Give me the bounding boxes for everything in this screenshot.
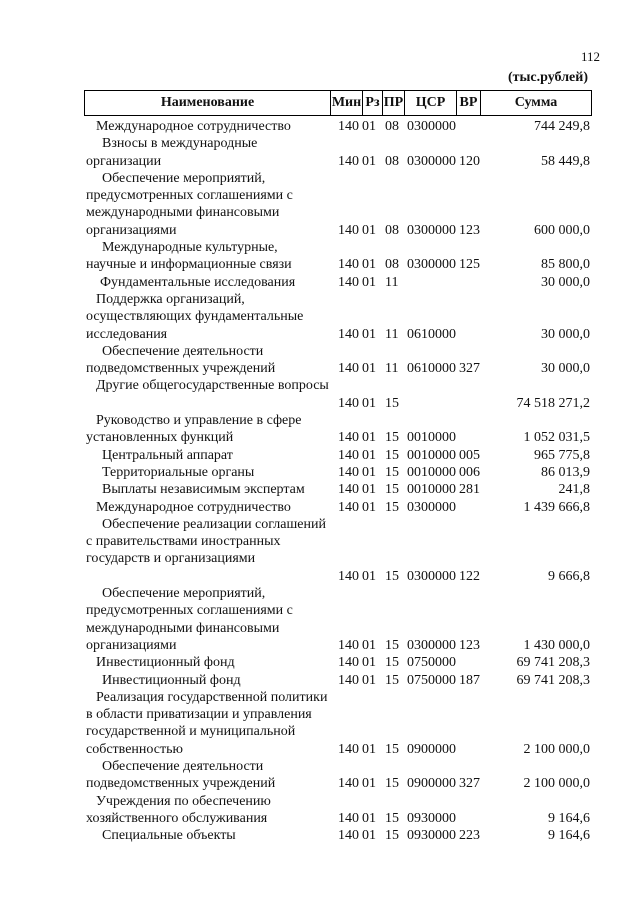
row-vr: 123	[459, 637, 480, 653]
table-row	[0, 447, 640, 464]
row-min: 140	[338, 741, 359, 757]
row-min: 140	[338, 430, 359, 446]
row-min: 140	[338, 361, 359, 377]
row-sum: 1 439 666,8	[523, 499, 590, 515]
row-rz: 01	[362, 361, 376, 377]
row-vr: 005	[459, 447, 480, 463]
row-sum: 744 249,8	[534, 119, 590, 134]
table-row	[0, 118, 640, 135]
table-row	[0, 758, 640, 793]
row-min: 140	[338, 499, 359, 515]
row-sum: 9 164,6	[548, 828, 590, 844]
row-min: 140	[338, 482, 359, 498]
row-rz: 01	[362, 257, 376, 273]
row-pr: 11	[385, 361, 399, 377]
page-number: 112	[580, 49, 600, 64]
column-header-pr: ПР	[383, 91, 405, 115]
row-pr: 15	[385, 447, 399, 463]
row-pr: 15	[385, 655, 399, 671]
table-row	[0, 343, 640, 378]
row-rz: 01	[362, 447, 376, 463]
row-csr: 0300000	[407, 499, 456, 515]
table-row	[0, 239, 640, 274]
row-min: 140	[338, 257, 359, 273]
table-row	[0, 135, 640, 170]
row-sum: 30 000,0	[541, 326, 590, 342]
row-pr: 11	[385, 274, 399, 290]
row-pr: 15	[385, 482, 399, 498]
row-vr: 223	[459, 828, 480, 844]
row-sum: 74 518 271,2	[516, 395, 590, 411]
row-vr: 123	[459, 222, 480, 238]
row-csr: 0930000	[407, 828, 456, 844]
table-row	[0, 689, 640, 758]
row-min: 140	[338, 568, 359, 584]
row-pr: 08	[385, 119, 399, 134]
row-min: 140	[338, 655, 359, 671]
row-sum: 1 430 000,0	[523, 637, 590, 653]
table-row	[0, 672, 640, 689]
row-vr: 327	[459, 361, 480, 377]
row-csr: 0300000	[407, 119, 456, 134]
row-name: Реализация государственной политики в области приватизации и управления государственной и муниципальной собственностью	[86, 689, 328, 757]
table-row	[0, 585, 640, 654]
row-pr: 15	[385, 499, 399, 515]
column-header-sum: Сумма	[514, 95, 558, 110]
row-sum: 30 000,0	[541, 274, 590, 290]
row-rz: 01	[362, 741, 376, 757]
row-pr: 08	[385, 153, 399, 169]
budget-table	[0, 118, 640, 844]
row-csr: 0010000	[407, 430, 456, 446]
table-row	[0, 499, 640, 516]
row-vr: 120	[459, 153, 480, 169]
row-pr: 15	[385, 810, 399, 826]
row-vr: 122	[459, 568, 480, 584]
row-name: Территориальные органы	[102, 464, 255, 480]
row-min: 140	[338, 776, 359, 792]
row-sum: 69 741 208,3	[516, 655, 590, 671]
row-name: Обеспечение деятельности подведомственных учреждений	[86, 343, 276, 377]
row-min: 140	[338, 119, 359, 134]
row-csr: 0610000	[407, 326, 456, 342]
row-sum: 69 741 208,3	[516, 672, 590, 688]
row-rz: 01	[362, 568, 376, 584]
row-sum: 965 775,8	[534, 447, 590, 463]
row-min: 140	[338, 326, 359, 342]
row-min: 140	[338, 274, 359, 290]
row-csr: 0930000	[407, 810, 456, 826]
row-sum: 85 800,0	[541, 257, 590, 273]
row-sum: 241,8	[558, 482, 590, 498]
column-header-csr: ЦСР	[405, 91, 457, 115]
row-rz: 01	[362, 119, 376, 134]
row-sum: 1 052 031,5	[523, 430, 590, 446]
row-csr: 0610000	[407, 361, 456, 377]
row-rz: 01	[362, 222, 376, 238]
table-row	[0, 170, 640, 239]
table-row	[0, 291, 640, 343]
row-csr: 0010000	[407, 482, 456, 498]
column-header-rz: Рз	[363, 91, 383, 115]
row-name: Обеспечение деятельности подведомственных учреждений	[86, 758, 276, 792]
row-name: Обеспечение реализации соглашений с правительствами иностранных государств и организациями	[86, 516, 326, 567]
row-sum: 600 000,0	[534, 222, 590, 238]
row-vr: 187	[459, 672, 480, 688]
table-row	[0, 793, 640, 828]
row-name: Руководство и управление в сфере установленных функций	[86, 413, 302, 446]
row-name: Международные культурные, научные и информационные связи	[86, 240, 292, 273]
row-rz: 01	[362, 274, 376, 290]
row-pr: 08	[385, 257, 399, 273]
table-row	[0, 516, 640, 585]
row-sum: 30 000,0	[541, 361, 590, 377]
table-row	[0, 481, 640, 498]
table-row	[0, 654, 640, 671]
row-csr: 0300000	[407, 257, 456, 273]
row-vr: 281	[459, 482, 480, 498]
row-name: Обеспечение мероприятий, предусмотренных соглашениями с международными финансовыми организациями	[86, 170, 293, 238]
row-rz: 01	[362, 655, 376, 671]
row-rz: 01	[362, 430, 376, 446]
row-csr: 0300000	[407, 568, 456, 584]
row-csr: 0010000	[407, 464, 456, 480]
row-csr: 0750000	[407, 655, 456, 671]
row-pr: 15	[385, 672, 399, 688]
row-min: 140	[338, 637, 359, 653]
row-csr: 0300000	[407, 637, 456, 653]
row-name: Поддержка организаций, осуществляющих фундаментальные исследования	[86, 291, 304, 342]
row-name: Фундаментальные исследования	[100, 274, 296, 290]
row-pr: 11	[385, 326, 399, 342]
column-header-min: Мин	[331, 91, 363, 115]
row-rz: 01	[362, 153, 376, 169]
row-vr: 125	[459, 257, 480, 273]
row-sum: 2 100 000,0	[523, 741, 590, 757]
row-name: Инвестиционный фонд	[96, 655, 235, 671]
row-csr: 0900000	[407, 776, 456, 792]
row-sum: 9 666,8	[548, 568, 590, 584]
row-min: 140	[338, 828, 359, 844]
row-min: 140	[338, 153, 359, 169]
row-name: Международное сотрудничество	[96, 499, 291, 515]
row-rz: 01	[362, 464, 376, 480]
row-min: 140	[338, 395, 359, 411]
row-pr: 15	[385, 430, 399, 446]
row-name: Учреждения по обеспечению хозяйственного обслуживания	[86, 793, 271, 826]
row-vr: 006	[459, 464, 480, 480]
row-pr: 15	[385, 568, 399, 584]
row-csr: 0300000	[407, 222, 456, 238]
row-min: 140	[338, 222, 359, 238]
row-sum: 86 013,9	[541, 464, 590, 480]
row-min: 140	[338, 464, 359, 480]
table-row	[0, 464, 640, 481]
row-rz: 01	[362, 326, 376, 342]
row-csr: 0010000	[407, 447, 456, 463]
row-csr: 0900000	[407, 741, 456, 757]
row-rz: 01	[362, 810, 376, 826]
row-sum: 2 100 000,0	[523, 776, 590, 792]
row-csr: 0750000	[407, 672, 456, 688]
row-pr: 15	[385, 637, 399, 653]
row-min: 140	[338, 672, 359, 688]
table-row	[0, 377, 640, 412]
row-name: Другие общегосударственные вопросы	[96, 378, 329, 394]
row-csr: 0300000	[407, 153, 456, 169]
row-name: Инвестиционный фонд	[102, 672, 241, 688]
row-rz: 01	[362, 395, 376, 411]
table-header	[84, 90, 592, 116]
row-vr: 327	[459, 776, 480, 792]
row-min: 140	[338, 447, 359, 463]
row-rz: 01	[362, 672, 376, 688]
row-min: 140	[338, 810, 359, 826]
row-pr: 08	[385, 222, 399, 238]
table-row	[0, 827, 640, 844]
row-rz: 01	[362, 637, 376, 653]
row-pr: 15	[385, 776, 399, 792]
row-pr: 15	[385, 395, 399, 411]
row-name: Обеспечение мероприятий, предусмотренных соглашениями с международными финансовыми организациями	[86, 586, 293, 653]
row-sum: 9 164,6	[548, 810, 590, 826]
row-name: Центральный аппарат	[102, 447, 233, 463]
row-pr: 15	[385, 464, 399, 480]
units-label: (тыс.рублей)	[507, 70, 588, 85]
table-row	[0, 274, 640, 291]
row-rz: 01	[362, 499, 376, 515]
row-pr: 15	[385, 741, 399, 757]
row-rz: 01	[362, 776, 376, 792]
column-header-vr: ВР	[457, 91, 481, 115]
row-rz: 01	[362, 828, 376, 844]
row-pr: 15	[385, 828, 399, 844]
row-name: Специальные объекты	[102, 828, 236, 844]
column-header-name: Наименование	[85, 91, 331, 115]
row-name: Международное сотрудничество	[96, 119, 291, 134]
row-sum: 58 449,8	[541, 153, 590, 169]
row-rz: 01	[362, 482, 376, 498]
table-row	[0, 412, 640, 447]
row-name: Выплаты независимым экспертам	[102, 482, 305, 498]
row-name: Взносы в международные организации	[86, 136, 258, 169]
